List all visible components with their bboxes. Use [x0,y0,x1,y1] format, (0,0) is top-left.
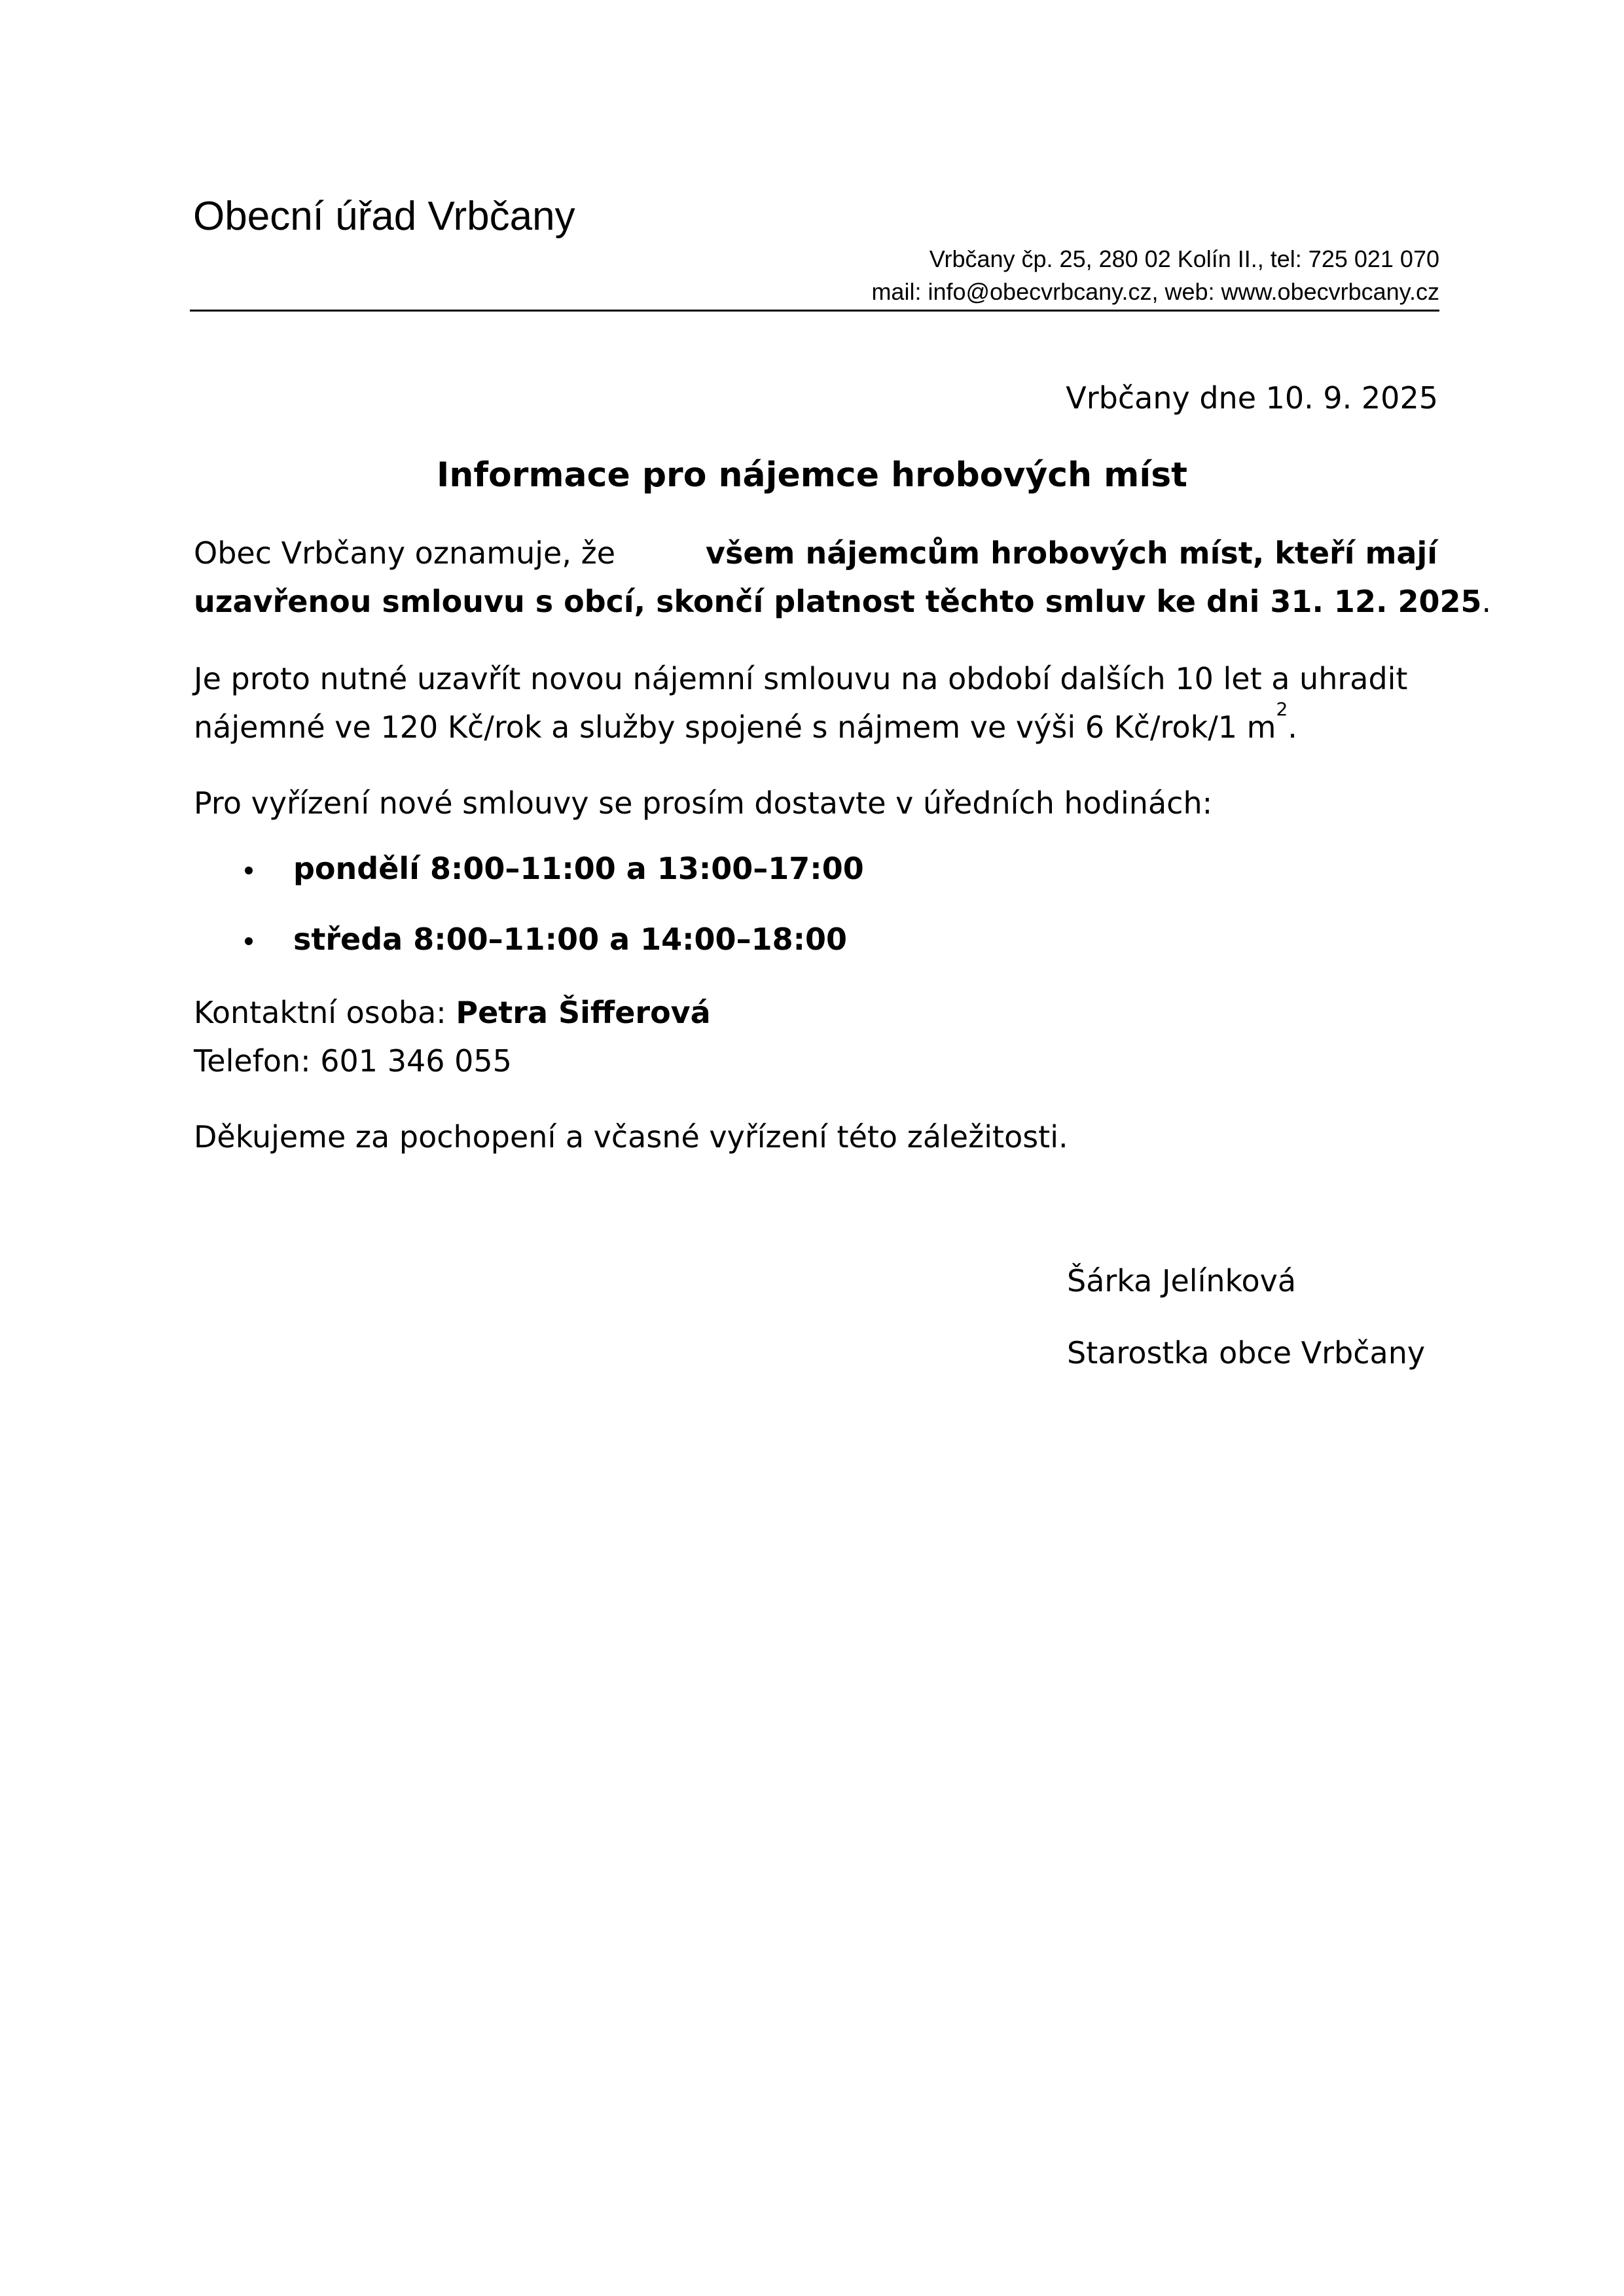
requirement-end: . [1288,709,1297,745]
announcement-bold-2: uzavřenou smlouvu s obcí, skončí platnost těchto smluv ke dni 31. 12. 2025 [194,584,1482,619]
contact-block [194,988,711,1085]
contact-person-line [194,988,711,1037]
closing-sentence: Děkujeme za pochopení a včasné vyřízení této záležitosti. [194,1119,1068,1155]
bullet-icon [245,937,253,945]
contact-person-label: Kontaktní osoba: [194,995,456,1030]
announcement-end: . [1481,584,1492,619]
office-hours-wednesday: středa 8:00–11:00 a 14:00–18:00 [293,922,847,957]
announcement-intro: Obec Vrbčany oznamuje, že [194,535,616,571]
announcement-line-2 [194,577,1492,626]
contact-phone: Telefon: 601 346 055 [194,1043,512,1079]
requirement-line-2 [194,698,1437,751]
header-divider [190,310,1439,312]
bullet-icon [245,867,253,874]
square-superscript: 2 [1276,698,1288,720]
contact-person-name: Petra Šifferová [456,995,711,1030]
document-title: Informace pro nájemce hrobových míst [437,456,1187,495]
requirement-line-2-text: nájemné ve 120 Kč/rok a služby spojené s nájmem ve výši 6 Kč/rok/1 m [194,709,1276,745]
requirement-line-1: Je proto nutné uzavřít novou nájemní smlouvu na období dalších 10 let a uhradit [194,661,1408,696]
paragraph-office-hours-intro: Pro vyřízení nové smlouvy se prosím dostavte v úředních hodinách: [194,785,1213,821]
announcement-line-1 [194,529,1437,577]
signatory-name: Šárka Jelínková [1067,1263,1297,1299]
document-date: Vrbčany dne 10. 9. 2025 [1066,380,1438,416]
paragraph-announcement [194,529,1492,626]
paragraph-requirement [194,655,1437,751]
office-address: Vrbčany čp. 25, 280 02 Kolín II., tel: 725 021 070 [929,245,1439,272]
signatory-role: Starostka obce Vrbčany [1067,1335,1426,1371]
signature-block [1067,1257,1425,1377]
office-hours-monday: pondělí 8:00–11:00 a 13:00–17:00 [293,851,864,886]
office-name: Obecní úřad Vrbčany [193,194,575,239]
announcement-bold-1: všem nájemcům hrobových míst, kteří mají [705,535,1437,571]
office-contact: mail: info@obecvrbcany.cz, web: www.obecvrbcany.cz [871,278,1439,305]
